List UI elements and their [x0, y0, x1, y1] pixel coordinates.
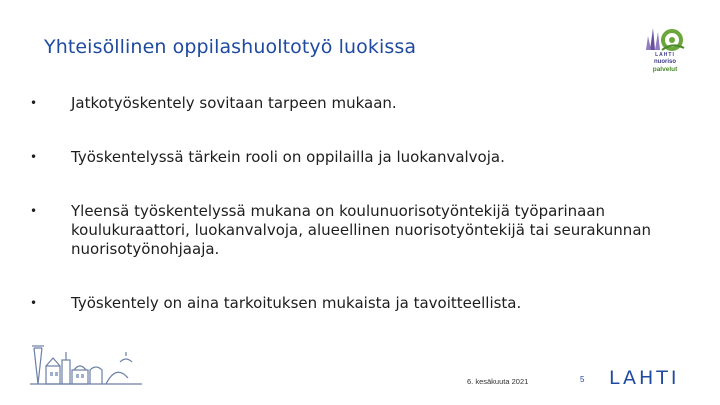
bullet-dot: • — [30, 296, 38, 310]
lahti-brand-logo: LAHTI — [609, 367, 680, 389]
nuorisopalvelut-logo — [640, 22, 690, 78]
city-skyline-illustration — [30, 340, 142, 390]
bullet-text: Jatkotyöskentely sovitaan tarpeen mukaan. — [71, 94, 397, 112]
logo-text-palvelut: palvelut — [652, 66, 678, 73]
bullet-dot: • — [30, 96, 38, 110]
bullet-item — [30, 294, 690, 313]
nuorisopalvelut-logo-icon — [640, 22, 690, 54]
page-number: 5 — [580, 375, 585, 384]
bullet-item — [30, 202, 690, 259]
bullet-text: Yleensä työskentelyssä mukana on koulunuorisotyöntekijä työparinaan koulukuraattori, luokanvalvoja, alueellinen nuorisotyöntekijä tai seurakunnan nuorisotyönohjaaja. — [71, 202, 652, 258]
logo-text-lahti: LAHTI — [655, 52, 675, 58]
bullet-item — [30, 94, 690, 113]
slide-title: Yhteisöllinen oppilashuoltotyö luokissa — [44, 36, 417, 58]
footer-date: 6. kesäkuuta 2021 — [467, 377, 529, 386]
bullet-text: Työskentely on aina tarkoituksen mukaista ja tavoitteellista. — [71, 294, 522, 312]
bullet-list — [30, 94, 690, 313]
bullet-text: Työskentelyssä tärkein rooli on oppilailla ja luokanvalvoja. — [71, 148, 505, 166]
bullet-dot: • — [30, 204, 38, 218]
bullet-dot: • — [30, 150, 38, 164]
logo-text-nuoriso: nuoriso — [654, 59, 676, 65]
bullet-item — [30, 148, 690, 167]
